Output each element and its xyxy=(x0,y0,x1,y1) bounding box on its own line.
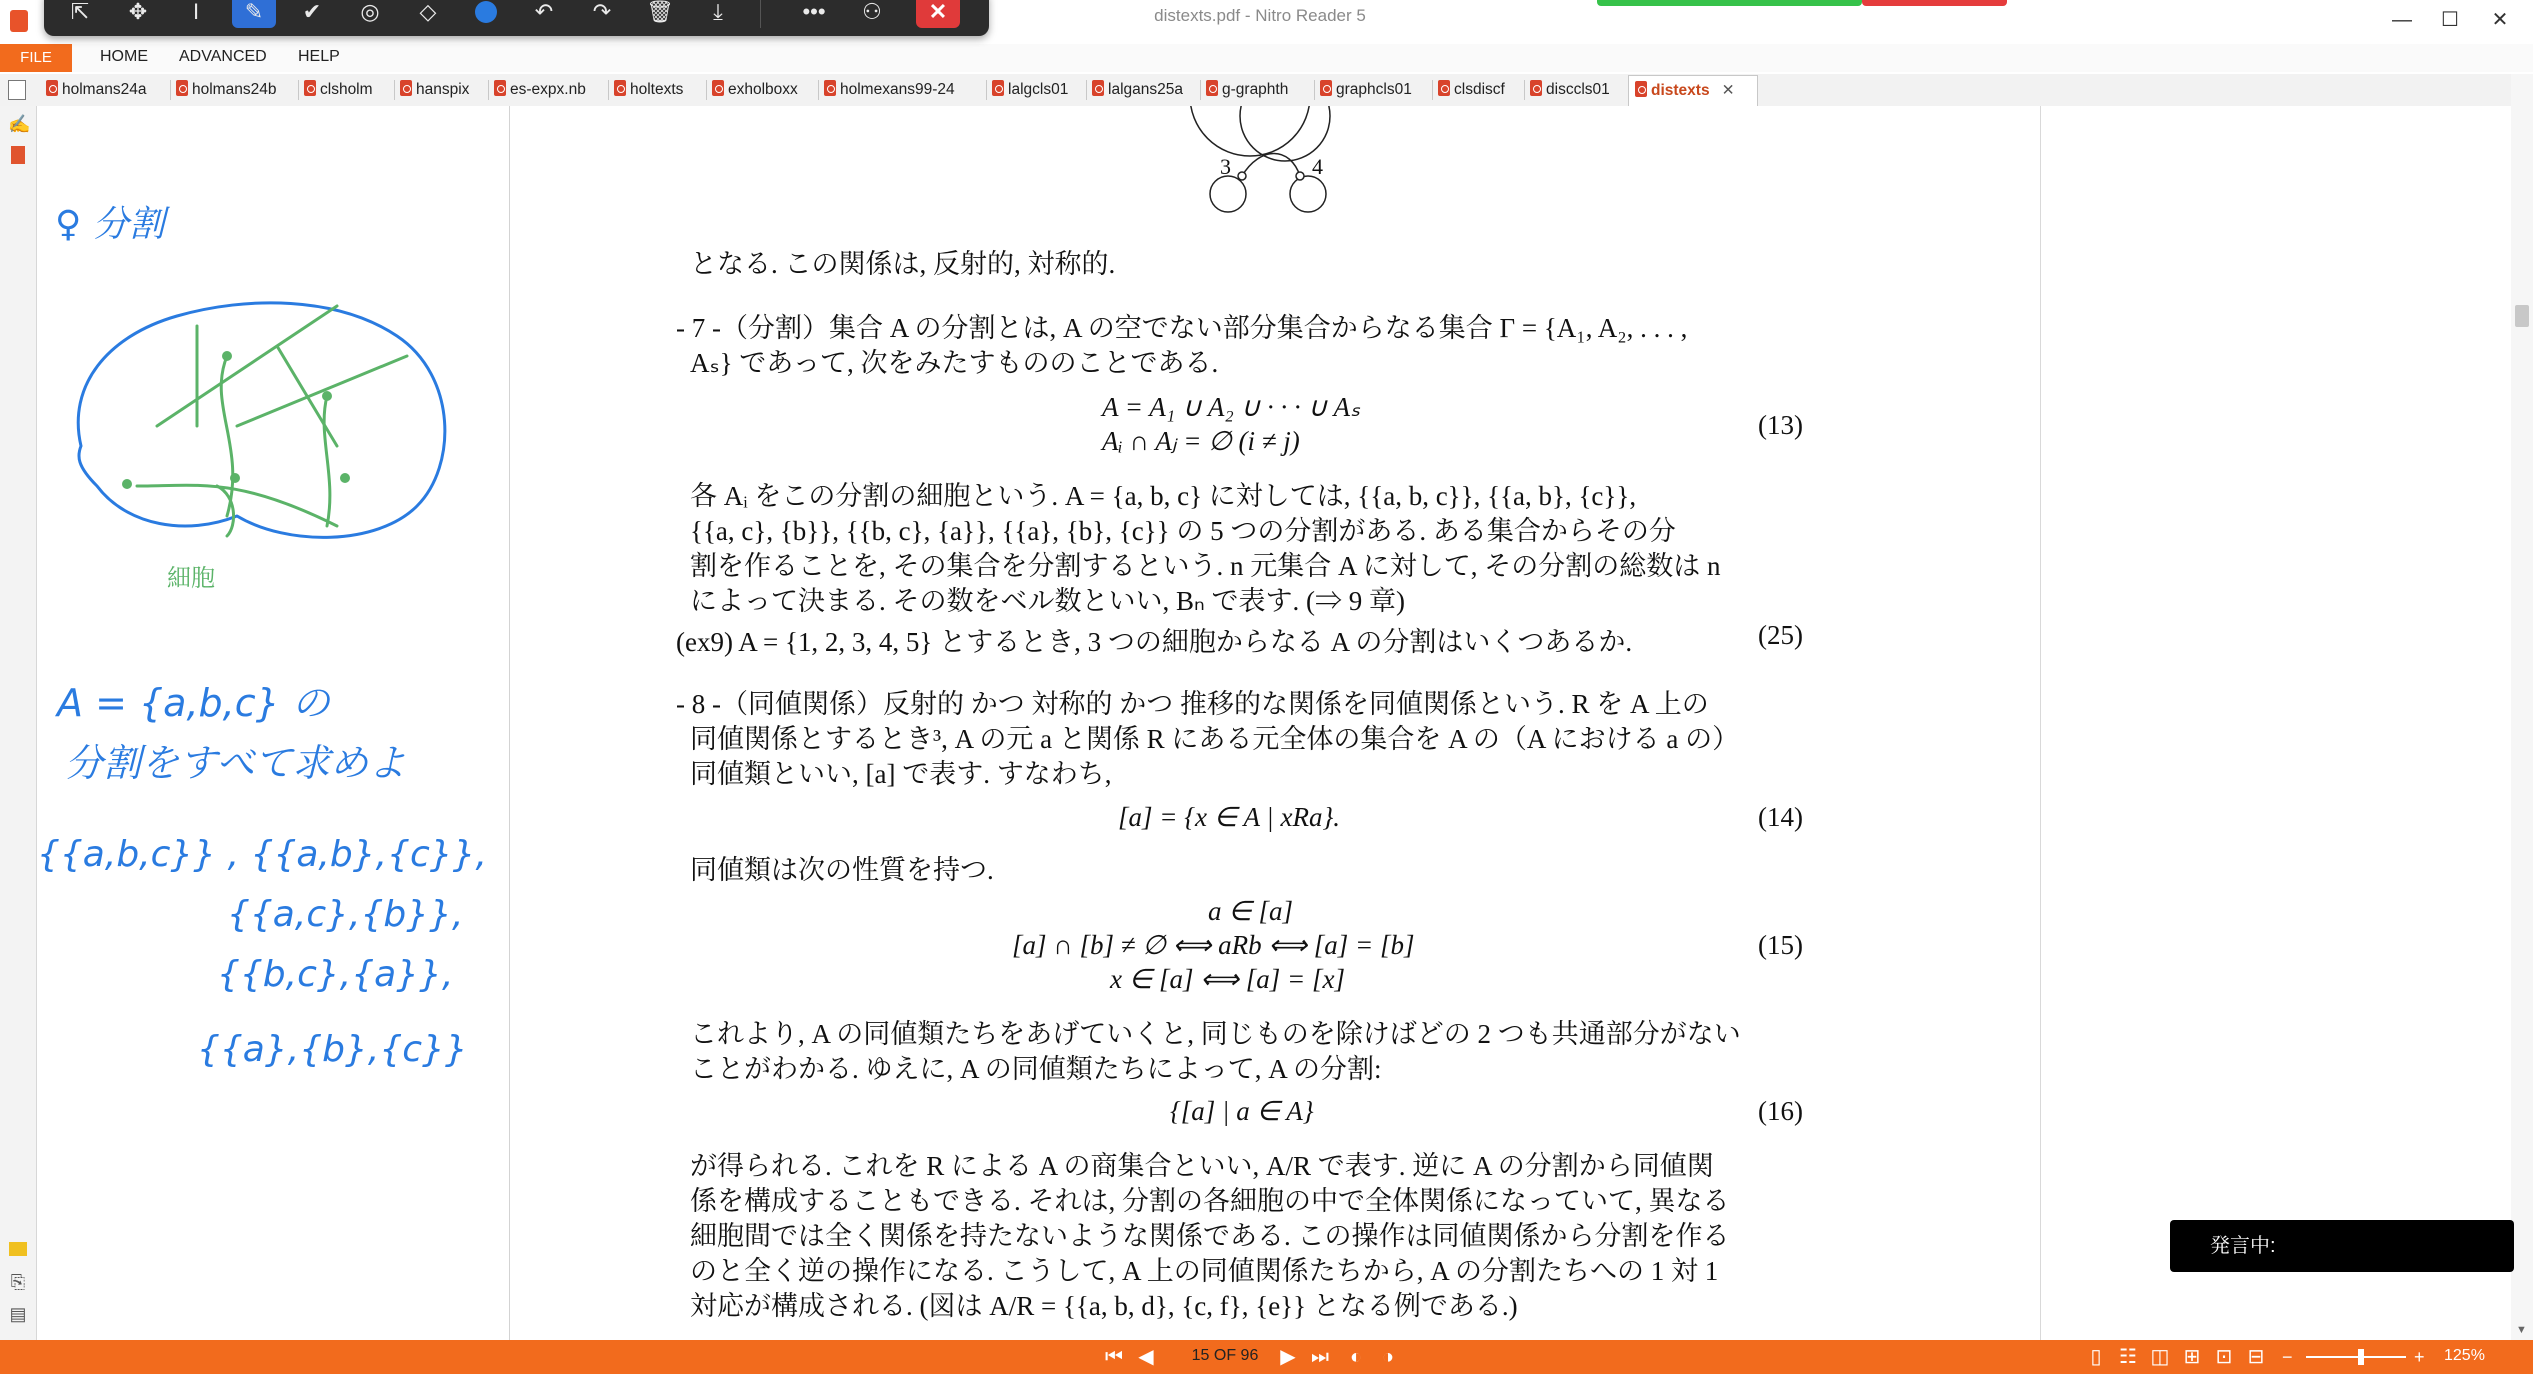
pdf-file-icon xyxy=(1635,81,1647,97)
partition-lines xyxy=(137,306,407,526)
para-last-line5: 対応が構成される. (図は A/R = {{a, b, d}, {c, f}, {e}} となる例である.) xyxy=(690,1291,1518,1321)
pdf-file-icon xyxy=(1530,80,1542,96)
redo-icon[interactable]: ↷ xyxy=(592,0,612,24)
para-last-line1: が得られる. これを R による A の商集合といい, A/R で表す. 逆に A の分割から同値関 xyxy=(690,1151,1714,1181)
close-window-button[interactable]: ✕ xyxy=(2491,9,2509,31)
stamp-icon[interactable]: ◎ xyxy=(360,0,380,24)
menu-bar xyxy=(0,44,2533,72)
tab-divider xyxy=(608,80,609,100)
tab-label: es-expx.nb xyxy=(510,81,586,98)
tab-clsholm[interactable] xyxy=(304,78,373,102)
more-icon[interactable]: ••• xyxy=(802,0,826,24)
share-icon[interactable]: ⚇ xyxy=(862,0,882,24)
tab-graphcls01[interactable] xyxy=(1320,78,1412,102)
tab-divider xyxy=(1314,80,1315,100)
trash-icon[interactable]: 🗑 xyxy=(646,0,674,24)
def8-line1: - 8 -（同値関係）反射的 かつ 対称的 かつ 推移的な関係を同値関係という. R を A 上の xyxy=(676,689,1709,719)
last-page-icon[interactable]: ⏭ xyxy=(1311,1346,1329,1368)
note-line-partition-3: {{b,c},{a}}, xyxy=(217,954,454,995)
handwriting-canvas xyxy=(37,106,509,1340)
tab-clsdiscf[interactable] xyxy=(1438,78,1505,102)
exercise-9: (ex9) A = {1, 2, 3, 4, 5} とするとき, 3 つの細胞からなる A の分割はいくつあるか. xyxy=(676,627,1633,657)
pdf-file-icon xyxy=(46,80,58,96)
graph-vertex xyxy=(1296,172,1304,180)
signature-icon[interactable]: ✍ xyxy=(8,114,31,134)
para-last-line4: のと全く逆の操作になる. こうして, A 上の同値関係たちから, A の分割たちへの 1 対 1 xyxy=(690,1256,1719,1286)
tab-label: holmexans99-24 xyxy=(840,81,955,98)
tab-label: disccls01 xyxy=(1546,81,1610,98)
pdf-file-icon xyxy=(1320,80,1332,96)
undo-icon[interactable]: ↶ xyxy=(534,0,554,24)
tab-divider xyxy=(986,80,987,100)
tab-label: lalgcls01 xyxy=(1008,81,1069,98)
tab-divider xyxy=(818,80,819,100)
note-line-partition-2: {{a,c},{b}}, xyxy=(227,894,464,935)
color-dot-icon[interactable] xyxy=(464,0,508,32)
para-then-line1: これより, A の同値類たちをあげていくと, 同じものを除けばどの 2 つも共通部分がない xyxy=(690,1019,1741,1049)
pdf-file-icon xyxy=(1206,80,1218,96)
menu-advanced[interactable]: ADVANCED xyxy=(179,48,267,65)
close-icon[interactable]: ✕ xyxy=(916,0,960,28)
set-blob-outline xyxy=(78,303,445,538)
zoom-slider-track[interactable] xyxy=(2306,1356,2406,1358)
zoom-out-icon[interactable]: − xyxy=(2282,1347,2293,1367)
download-icon[interactable]: ⤓ xyxy=(713,0,723,24)
def8-line3: 同値類といい, [a] で表す. すなわち, xyxy=(690,759,1112,789)
previous-view-icon[interactable]: ◐ xyxy=(1349,1346,1363,1368)
tab-holmans24a[interactable] xyxy=(46,78,146,102)
def7-line1: - 7 -（分割）集合 A の分割とは, A の空でない部分集合からなる集合 Γ = {A₁, A₂, . . . , xyxy=(676,313,1688,343)
pdf-file-icon xyxy=(1438,80,1450,96)
note-line-partition-1: {{a,b,c}} , {{a,b},{c}}, xyxy=(37,834,487,875)
pen-toolbar xyxy=(44,0,989,36)
tab-label: hanspix xyxy=(416,81,470,98)
speaking-indicator: 発言中: xyxy=(2170,1220,2514,1272)
note-line-instruction: 分割をすべて求めよ xyxy=(65,741,407,785)
pdf-page xyxy=(510,106,2040,1340)
tab-hanspix[interactable] xyxy=(400,78,469,102)
tab-divider xyxy=(706,80,707,100)
maximize-button[interactable]: ☐ xyxy=(2441,9,2459,31)
check-icon[interactable]: ✔ xyxy=(302,0,322,24)
first-page-icon[interactable]: ⏮ xyxy=(1105,1346,1123,1368)
eq13-line-a: A = A₁ ∪ A₂ ∪ · · · ∪ Aₛ xyxy=(1102,392,1361,422)
eraser-icon[interactable]: ◇ xyxy=(419,0,437,24)
tab-label: graphcls01 xyxy=(1336,81,1412,98)
tab-label: clsdiscf xyxy=(1454,81,1505,98)
single-page-view-icon[interactable]: ▯ xyxy=(2090,1346,2102,1368)
eq13-line-b: Aᵢ ∩ Aⱼ = ∅ (i ≠ j) xyxy=(1102,426,1300,456)
tab-holmans24b[interactable] xyxy=(176,78,276,102)
para7-line4: によって決まる. その数をベル数といい, Bₙ で表す. (⇒ 9 章) xyxy=(690,586,1405,616)
tab-holtexts[interactable] xyxy=(614,78,683,102)
zoom-level[interactable]: 125% xyxy=(2444,1347,2485,1364)
cell-node xyxy=(230,473,240,483)
pdf-file-icon xyxy=(176,80,188,96)
eq16: {[a] | a ∈ A} xyxy=(1170,1096,1314,1126)
attachments-icon[interactable]: ⎘ xyxy=(10,1272,26,1292)
tab-divider xyxy=(1524,80,1525,100)
def7-line2: Aₛ} であって, 次をみたすもののことである. xyxy=(690,348,1219,378)
tab-close-icon[interactable]: ✕ xyxy=(1721,82,1735,99)
handwritten-note-pane xyxy=(37,106,510,1340)
note-line-problem: A = {a,b,c} の xyxy=(57,681,330,725)
toolbar-divider xyxy=(760,0,761,28)
eq15-number: (15) xyxy=(1758,930,1803,960)
next-page-icon[interactable]: ▶ xyxy=(1280,1346,1296,1368)
graph-figure xyxy=(1150,106,1370,226)
tab-label: holmans24a xyxy=(62,81,147,98)
comment-icon[interactable] xyxy=(8,1240,28,1260)
graph-vertex-label: 4 xyxy=(1312,154,1323,179)
cell-node xyxy=(222,351,232,361)
para7-line3: 割を作ることを, その集合を分割するという. n 元集合 A に対して, その分割の総数は n xyxy=(690,551,1721,581)
pdf-file-icon xyxy=(1092,80,1104,96)
window-title: distexts.pdf - Nitro Reader 5 xyxy=(1154,6,1366,25)
eq14: [a] = {x ∈ A | xRa}. xyxy=(1118,802,1340,832)
note-line-partition-4: {{a},{b},{c}} xyxy=(197,1029,468,1070)
fit-width-icon[interactable]: ⊟ xyxy=(2247,1346,2265,1368)
pdf-file-icon xyxy=(304,80,316,96)
exercise-9-number: (25) xyxy=(1758,620,1803,650)
tab-disccls01[interactable] xyxy=(1530,78,1610,102)
tab-label: distexts xyxy=(1651,82,1710,99)
graph-vertex xyxy=(1238,172,1246,180)
cell-node xyxy=(340,473,350,483)
zoom-slider-thumb[interactable] xyxy=(2358,1349,2364,1365)
pointer-icon[interactable]: ⇱ xyxy=(70,0,90,24)
tab-divider xyxy=(1200,80,1201,100)
menu-home[interactable]: HOME xyxy=(100,48,148,65)
pdf-file-icon xyxy=(992,80,1004,96)
zoom-in-icon[interactable]: + xyxy=(2414,1347,2425,1367)
fit-page-icon[interactable]: ⊡ xyxy=(2215,1346,2233,1368)
tab-label: clsholm xyxy=(320,81,373,98)
pages-icon[interactable]: ▤ xyxy=(9,1304,27,1324)
app-logo-icon xyxy=(10,10,28,32)
left-rail xyxy=(0,106,37,1340)
tab-label: holtexts xyxy=(630,81,684,98)
text-cursor-icon[interactable]: I xyxy=(192,0,200,24)
bookmark-icon[interactable] xyxy=(8,146,28,166)
cell-label-text: 細胞 xyxy=(167,564,215,592)
pdf-file-icon xyxy=(494,80,506,96)
tab-label: g-graphth xyxy=(1222,81,1289,98)
pdf-file-icon xyxy=(400,80,412,96)
para7-line1: 各 Aᵢ をこの分割の細胞という. A = {a, b, c} に対しては, {{a, b, c}}, {{a, b}, {c}}, xyxy=(690,481,1637,511)
move-icon[interactable]: ✥ xyxy=(128,0,148,24)
previous-page-icon[interactable]: ◀ xyxy=(1138,1346,1154,1368)
eq15-line-b: [a] ∩ [b] ≠ ∅ ⟺ aRb ⟺ [a] = [b] xyxy=(1012,930,1415,960)
page-indicator[interactable]: 15 OF 96 xyxy=(1191,1347,1259,1364)
continuous-view-icon[interactable]: ☷ xyxy=(2119,1346,2137,1368)
eq13-number: (13) xyxy=(1758,410,1803,440)
para-last-line2: 係を構成することもできる. それは, 分割の各細胞の中で全体関係になっていて, 異なる xyxy=(690,1186,1730,1216)
tab-divider xyxy=(298,80,299,100)
pdf-file-icon xyxy=(824,80,836,96)
tab-divider xyxy=(488,80,489,100)
cell-node xyxy=(122,479,132,489)
para-properties: 同値類は次の性質を持つ. xyxy=(690,855,994,885)
tab-divider xyxy=(170,80,171,100)
cell-node xyxy=(322,391,332,401)
eq14-number: (14) xyxy=(1758,802,1803,832)
graph-vertex-label: 3 xyxy=(1220,154,1231,179)
para-then-line2: ことがわかる. ゆえに, A の同値類たちによって, A の分割: xyxy=(690,1054,1382,1084)
tab-distexts[interactable] xyxy=(1628,75,1758,107)
scroll-down-icon[interactable]: ▼ xyxy=(2516,1324,2527,1336)
minimize-button[interactable]: — xyxy=(2392,9,2412,31)
scrollbar-thumb[interactable] xyxy=(2515,305,2529,327)
tab-holmexans99-24[interactable] xyxy=(824,78,955,102)
para7-line2: {{a, c}, {b}}, {{b, c}, {a}}, {{a}, {b}, {c}} の 5 つの分割がある. ある集合からその分 xyxy=(690,516,1676,546)
vertical-scrollbar[interactable] xyxy=(2511,74,2533,1340)
eq15-line-c: x ∈ [a] ⟺ [a] = [x] xyxy=(1110,964,1345,994)
tab-divider xyxy=(1086,80,1087,100)
right-margin-area xyxy=(2041,106,2511,1340)
menu-file[interactable]: FILE xyxy=(0,44,72,72)
para-top: となる. この関係は, 反射的, 対称的. xyxy=(690,249,1116,279)
next-view-icon[interactable]: ◑ xyxy=(1381,1346,1395,1368)
eq15-line-a: a ∈ [a] xyxy=(1208,896,1294,926)
tab-divider xyxy=(394,80,395,100)
tab-es-expx[interactable] xyxy=(494,78,586,102)
tab-divider xyxy=(1432,80,1433,100)
tab-label: holmans24b xyxy=(192,81,277,98)
tab-label: lalgans25a xyxy=(1108,81,1183,98)
progress-red-bar xyxy=(1862,0,2007,6)
tab-g-graphth[interactable] xyxy=(1206,78,1288,102)
pdf-file-icon xyxy=(712,80,724,96)
progress-green-bar xyxy=(1597,0,1862,6)
tab-lalgcls01[interactable] xyxy=(992,78,1068,102)
tab-lalgans25a[interactable] xyxy=(1092,78,1183,102)
tab-label: exholboxx xyxy=(728,81,798,98)
facing-continuous-view-icon[interactable]: ⊞ xyxy=(2183,1346,2201,1368)
note-title-text: ♀ 分割 xyxy=(55,204,165,245)
tab-list-icon[interactable] xyxy=(8,80,26,100)
def8-line2: 同値関係とするとき³, A の元 a と関係 R にある元全体の集合を A の（A における a の） xyxy=(690,724,1740,754)
para-last-line3: 細胞間では全く関係を持たないような関係である. この操作は同値関係から分割を作る xyxy=(690,1221,1730,1251)
pen-icon[interactable]: ✎ xyxy=(232,0,276,28)
cell-stems xyxy=(217,356,330,536)
tab-exholboxx[interactable] xyxy=(712,78,798,102)
eq16-number: (16) xyxy=(1758,1096,1803,1126)
pdf-file-icon xyxy=(614,80,626,96)
menu-help[interactable]: HELP xyxy=(298,48,340,65)
facing-view-icon[interactable]: ◫ xyxy=(2150,1346,2170,1368)
